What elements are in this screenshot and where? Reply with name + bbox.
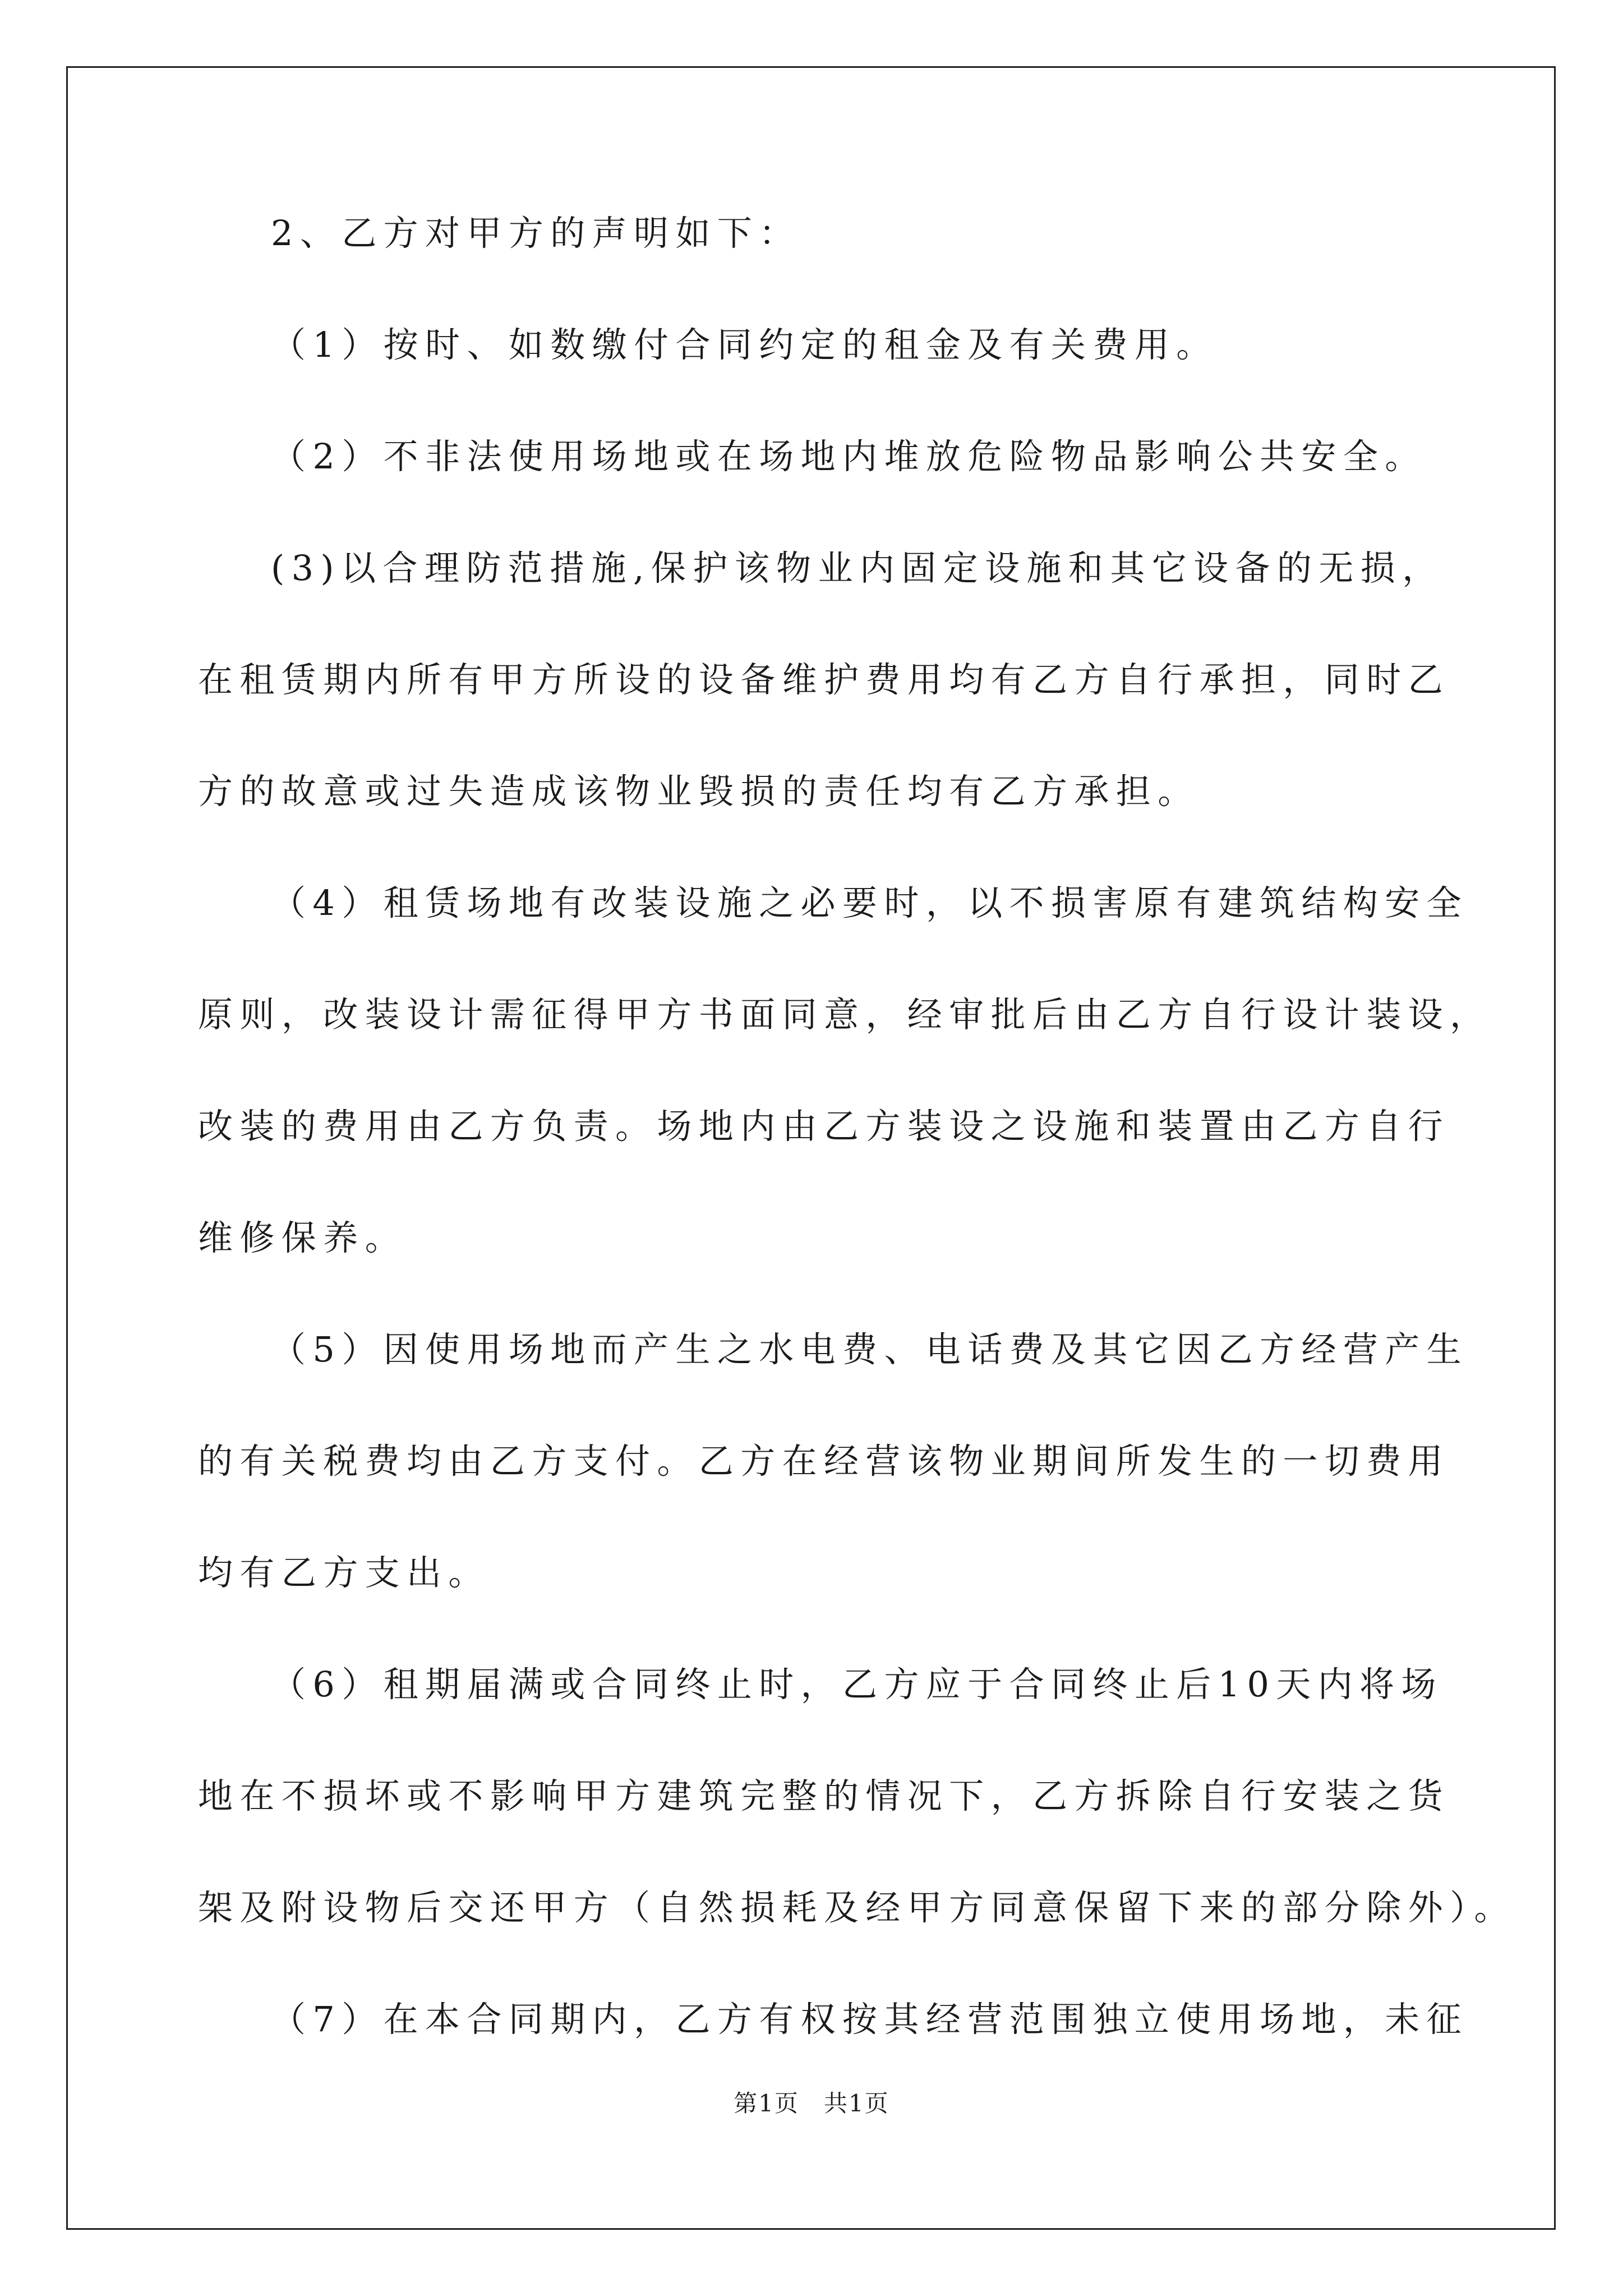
text-line: （7）在本合同期内，乙方有权按其经营范围独立使用场地，未征 [271,1999,1469,2040]
text-line: 方的故意或过失造成该物业毁损的责任均有乙方承担。 [198,771,1200,812]
text-line: 改装的费用由乙方负责。场地内由乙方装设之设施和装置由乙方自行 [198,1106,1450,1147]
text-line: 2、乙方对甲方的声明如下： [271,213,801,254]
text-line: 均有乙方支出。 [198,1552,490,1593]
text-line: 架及附设物后交还甲方（自然损耗及经甲方同意保留下来的部分除外）。 [198,1887,1516,1928]
text-line: 在租赁期内所有甲方所设的设备维护费用均有乙方自行承担，同时乙 [198,659,1450,700]
text-line: （2）不非法使用场地或在场地内堆放危险物品影响公共安全。 [271,436,1427,477]
text-line: （4）租赁场地有改装设施之必要时，以不损害原有建筑结构安全 [271,882,1469,923]
text-line: （5）因使用场地而产生之水电费、电话费及其它因乙方经营产生 [271,1329,1469,1370]
page-number-footer: 第1页 共1页 [734,2090,889,2117]
text-line: (3)以合理防范措施,保护该物业内固定设施和其它设备的无损， [271,547,1444,588]
text-line: 的有关税费均由乙方支付。乙方在经营该物业期间所发生的一切费用 [198,1441,1450,1481]
text-line: （6）租期届满或合同终止时，乙方应于合同终止后10天内将场 [271,1664,1443,1705]
text-line: 维修保养。 [198,1217,407,1258]
text-line: （1）按时、如数缴付合同约定的租金及有关费用。 [271,324,1218,365]
text-line: 地在不损坏或不影响甲方建筑完整的情况下，乙方拆除自行安装之货 [198,1775,1450,1816]
text-line: 原则，改装设计需征得甲方书面同意，经审批后由乙方自行设计装设， [198,994,1492,1035]
